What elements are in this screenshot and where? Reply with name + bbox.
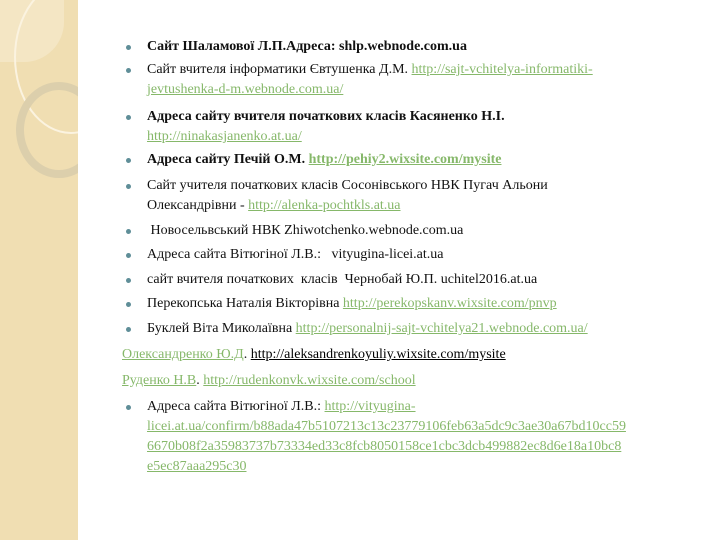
plain-line <box>122 345 506 365</box>
site-link[interactable]: http://sajt-vchitelya-informatiki- <box>411 62 593 77</box>
bullet-icon <box>126 158 131 163</box>
bullet-icon <box>126 68 131 73</box>
bullet-icon <box>126 327 131 332</box>
name-link[interactable]: Руденко Н.В <box>122 373 197 388</box>
bullet-icon <box>126 278 131 283</box>
item-text: Сайт учителя початкових класів Сосонівського НВК Пугач Альони <box>147 178 548 193</box>
site-link[interactable]: http://pehiy2.wixsite.com/mysite <box>308 152 502 167</box>
bullet-icon <box>126 115 131 120</box>
item-text: Перекопська Наталія Вікторівна <box>147 296 343 311</box>
list-item <box>147 319 588 339</box>
site-link[interactable]: http://aleksandrenkoyuliy.wixsite.com/mysite <box>250 347 506 362</box>
bullet-icon <box>126 405 131 410</box>
list-item <box>147 397 626 477</box>
decorative-sidebar <box>0 0 78 540</box>
item-text: Сайт Шаламової Л.П.Адреса: shlp.webnode.com.ua <box>147 39 467 54</box>
list-item <box>147 107 505 147</box>
bullet-icon <box>126 253 131 258</box>
item-text: Адреса сайта Вітюгіної Л.В.: vityugina-licei.at.ua <box>147 247 444 262</box>
list-item <box>147 60 593 100</box>
list-item <box>147 245 444 265</box>
bullet-icon <box>126 229 131 234</box>
item-text: Адреса сайту Печій О.М. <box>147 152 309 167</box>
list-item <box>147 270 537 290</box>
separator: . <box>196 373 204 388</box>
site-link[interactable]: http://rudenkonvk.wixsite.com/school <box>203 373 416 388</box>
list-item <box>147 37 467 57</box>
site-link[interactable]: jevtushenka-d-m.webnode.com.ua/ <box>147 82 344 97</box>
list-item <box>147 176 548 216</box>
site-link[interactable]: http://perekopskanv.wixsite.com/pnvp <box>342 296 557 311</box>
name-link[interactable]: Олександренко Ю.Д <box>122 347 244 362</box>
item-text: Адреса сайту вчителя початкових класів Касяненко Н.І. <box>147 109 505 124</box>
item-text: Адреса сайта Вітюгіної Л.В.: <box>147 399 325 414</box>
item-text: Олександрівни - <box>147 198 249 213</box>
bullet-icon <box>126 184 131 189</box>
item-text: Буклей Віта Миколаївна <box>147 321 296 336</box>
list-item <box>147 150 501 170</box>
item-text: Сайт вчителя інформатики Євтушенка Д.М. <box>147 62 412 77</box>
site-link[interactable]: http://vityugina- <box>324 399 416 414</box>
site-link[interactable]: http://ninakasjanenko.at.ua/ <box>147 129 302 144</box>
plain-line <box>122 371 416 391</box>
site-link[interactable]: http://alenka-pochtkls.at.ua <box>248 198 401 213</box>
separator: . <box>243 347 251 362</box>
site-link[interactable]: http://personalnij-sajt-vchitelya21.webnode.com.ua/ <box>295 321 588 336</box>
list-item <box>147 221 463 241</box>
bullet-icon <box>126 45 131 50</box>
site-link[interactable]: 6670b08f2a35983737b73334ed33c8fcb8050158ce1cbc3dcb499882ec8d6e18a10bc8 <box>147 439 622 454</box>
item-text: Новосельвський НВК Zhiwotchenko.webnode.com.ua <box>147 223 464 238</box>
bullet-icon <box>126 302 131 307</box>
item-text: сайт вчителя початкових класів Чернобай Ю.П. uchitel2016.at.ua <box>147 272 538 287</box>
list-item <box>147 294 557 314</box>
site-link[interactable]: e5ec87aaa295c30 <box>147 459 247 474</box>
site-link[interactable]: licei.at.ua/confirm/b88ada47b5107213c13c23779106feb63a5dc9c3ae30a67bd10cc59 <box>147 419 626 434</box>
